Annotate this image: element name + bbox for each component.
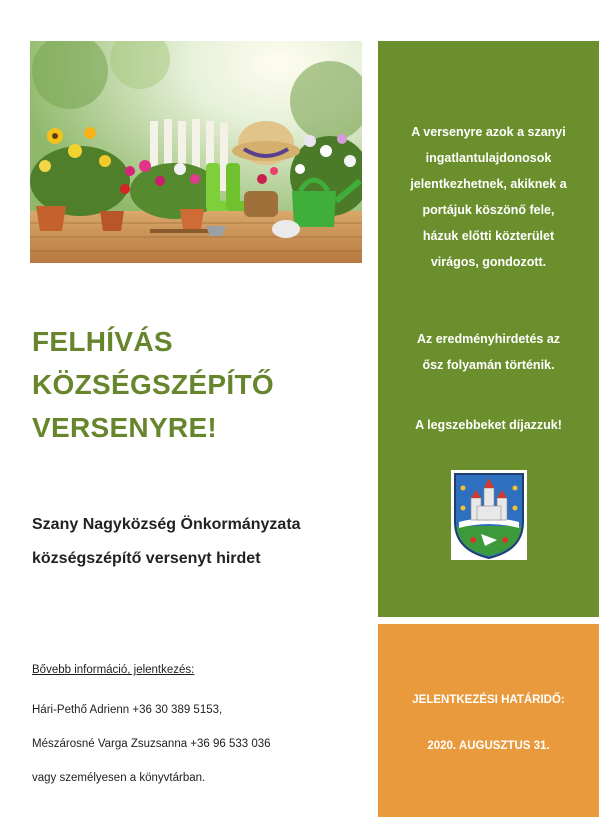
info-line: Az eredményhirdetés az [416, 332, 561, 346]
garden-illustration [30, 41, 362, 263]
coat-of-arms [451, 470, 527, 560]
subtitle-line: Szany Nagyközség Önkormányzata [32, 516, 301, 533]
contact-line: Mészárosné Varga Zsuzsanna +36 96 533 036 [32, 738, 271, 750]
info-line: jelentkezhetnek, akiknek a [410, 177, 567, 191]
info-line: ősz folyamán történik. [422, 358, 555, 372]
info-results [378, 326, 599, 378]
deadline-label: JELENTKEZÉSI HATÁRIDŐ: [412, 694, 565, 706]
info-line: házuk előtti közterület [422, 229, 555, 243]
info-line: portájuk köszönő fele, [422, 203, 555, 217]
headline-line: VERSENYRE! [32, 412, 218, 443]
info-line: ingatlantulajdonosok [425, 151, 552, 165]
contact-heading: Bővebb információ, jelentkezés: [32, 664, 195, 676]
garden-photo [30, 41, 362, 263]
deadline-date: 2020. AUGUSZTUS 31. [427, 740, 550, 752]
headline [32, 320, 274, 449]
deadline-panel [378, 624, 599, 817]
info-line: virágos, gondozott. [430, 255, 547, 269]
info-award: A legszebbeket díjazzuk! [415, 418, 562, 432]
contact-line: Hári-Pethő Adrienn +36 30 389 5153, [32, 704, 223, 716]
contact-line: vagy személyesen a könyvtárban. [32, 772, 206, 784]
subtitle [32, 508, 301, 576]
subtitle-line: községszépítő versenyt hirdet [32, 550, 261, 567]
headline-line: FELHÍVÁS [32, 326, 173, 357]
headline-line: KÖZSÉGSZÉPÍTŐ [32, 369, 274, 400]
info-intro [378, 119, 599, 275]
info-line: A versenyre azok a szanyi [411, 125, 566, 139]
crest-icon [451, 470, 527, 560]
